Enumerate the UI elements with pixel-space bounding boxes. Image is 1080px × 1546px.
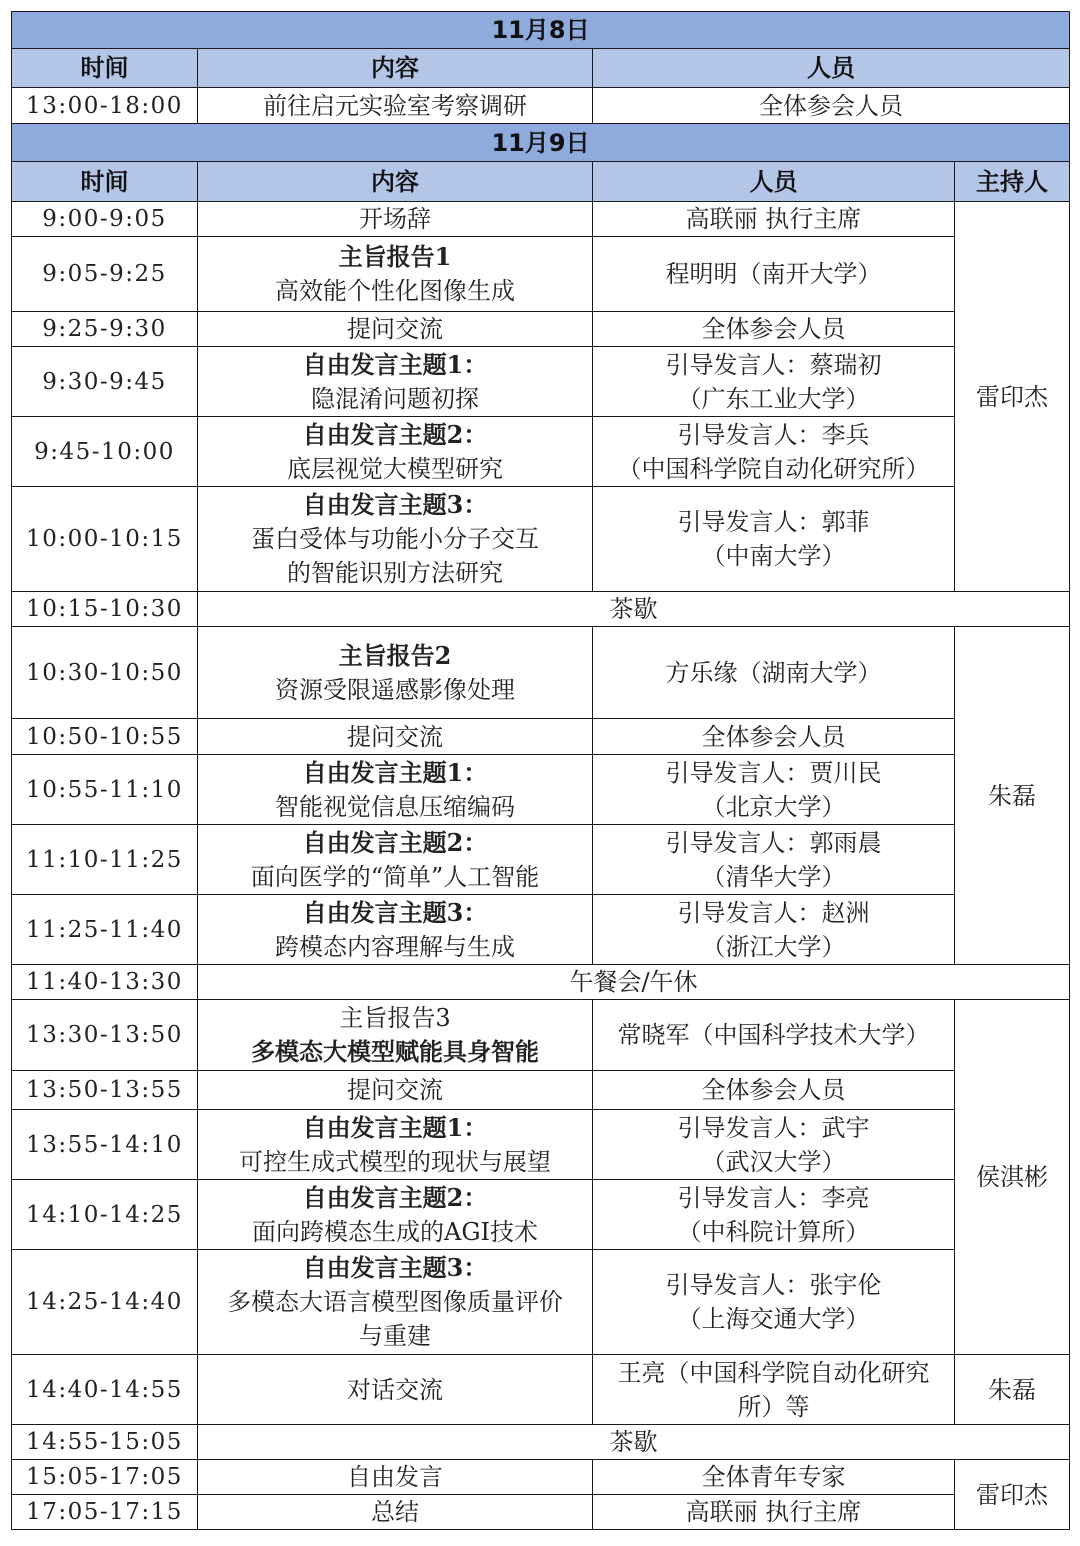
break-cell — [198, 1425, 1070, 1460]
time-cell: 9:05-9:25 — [12, 237, 198, 312]
people-cell — [593, 1355, 955, 1425]
people-line: （清华大学） — [701, 862, 846, 891]
content-line: 自由发言主题1： — [302, 349, 488, 379]
people-line: 高联丽 执行主席 — [685, 205, 862, 233]
agenda-table — [11, 11, 1070, 1530]
content-cell — [198, 1355, 593, 1425]
content-line: 高效能个性化图像生成 — [275, 277, 515, 305]
people-line: 引导发言人：贾川民 — [665, 758, 882, 787]
content-line: 自由发言主题1： — [302, 757, 488, 787]
table-row — [12, 592, 1070, 627]
content-line: 总结 — [371, 1498, 419, 1526]
people-line: （广东工业大学） — [677, 384, 870, 413]
content-line: 开场辞 — [359, 205, 431, 233]
people-line: 引导发言人：蔡瑞初 — [665, 350, 882, 379]
people-line: 全体参会人员 — [701, 315, 846, 343]
people-cell — [593, 1000, 955, 1071]
content-line: 面向医学的“简单”人工智能 — [250, 862, 540, 891]
time-cell: 11:10-11:25 — [12, 825, 198, 895]
content-cell — [198, 627, 593, 719]
table-row — [12, 627, 1070, 719]
content-cell — [198, 312, 593, 347]
people-line: 常晓军（中国科学技术大学） — [617, 1021, 930, 1049]
content-line: 自由发言主题3： — [302, 490, 488, 519]
time-cell: 10:55-11:10 — [12, 755, 198, 825]
people-line: 引导发言人：赵洲 — [677, 898, 870, 927]
time-cell: 13:50-13:55 — [12, 1071, 198, 1110]
people-line: （中南大学） — [701, 542, 846, 570]
people-cell — [593, 895, 955, 965]
content-line: 多模态大模型赋能具身智能 — [251, 1037, 539, 1066]
content-cell — [198, 237, 593, 312]
table-row — [12, 1250, 1070, 1355]
column-header-content: 内容 — [198, 162, 593, 202]
content-cell — [198, 1460, 593, 1495]
column-header-people: 人员 — [593, 162, 955, 202]
people-cell — [593, 347, 955, 417]
break-cell — [198, 965, 1070, 1000]
time-cell: 14:55-15:05 — [12, 1425, 198, 1460]
content-line: 提问交流 — [347, 315, 443, 343]
content-line: 主旨报告1 — [338, 242, 452, 271]
content-cell — [198, 825, 593, 895]
people-cell — [593, 825, 955, 895]
people-cell — [593, 312, 955, 347]
table-row — [12, 1110, 1070, 1180]
people-line: 高联丽 执行主席 — [685, 1498, 862, 1526]
content-cell — [198, 1071, 593, 1110]
table-row — [12, 417, 1070, 487]
content-line: 面向跨模态生成的AGI技术 — [252, 1217, 538, 1246]
content-cell — [198, 417, 593, 487]
people-cell — [593, 755, 955, 825]
host-cell: 朱磊 — [955, 627, 1070, 965]
content-cell: 前往启元实验室考察调研 — [198, 88, 593, 124]
column-header-time: 时间 — [12, 49, 198, 88]
time-cell: 10:00-10:15 — [12, 487, 198, 592]
people-cell — [593, 1110, 955, 1180]
content-line: 茶歇 — [609, 1428, 658, 1456]
people-cell — [593, 1180, 955, 1250]
people-line: 引导发言人：张宇伦 — [665, 1271, 882, 1299]
people-line: （中国科学院自动化研究所） — [617, 454, 930, 483]
content-line: 智能视觉信息压缩编码 — [275, 792, 515, 821]
content-line: 资源受限遥感影像处理 — [275, 675, 515, 704]
content-cell — [198, 1000, 593, 1071]
people-line: 全体青年专家 — [701, 1463, 846, 1491]
day-title: 11月8日 — [12, 12, 1070, 49]
time-cell: 9:00-9:05 — [12, 202, 198, 237]
table-row — [12, 202, 1070, 237]
content-line: 提问交流 — [347, 722, 443, 751]
table-row — [12, 1355, 1070, 1425]
time-cell: 14:40-14:55 — [12, 1355, 198, 1425]
time-cell: 10:30-10:50 — [12, 627, 198, 719]
table-row — [12, 487, 1070, 592]
table-row — [12, 1000, 1070, 1071]
people-cell — [593, 719, 955, 755]
content-line: 茶歇 — [609, 595, 658, 623]
table-row — [12, 895, 1070, 965]
time-cell: 13:30-13:50 — [12, 1000, 198, 1071]
day-title: 11月9日 — [12, 124, 1070, 162]
people-line: 引导发言人：李亮 — [677, 1183, 870, 1212]
content-cell — [198, 755, 593, 825]
break-cell — [198, 592, 1070, 627]
host-cell: 侯淇彬 — [955, 1000, 1070, 1355]
people-cell — [593, 1250, 955, 1355]
table-row — [12, 965, 1070, 1000]
time-cell: 9:45-10:00 — [12, 417, 198, 487]
content-cell — [198, 1110, 593, 1180]
people-line: （武汉大学） — [701, 1147, 846, 1176]
table-row — [12, 347, 1070, 417]
host-cell: 雷印杰 — [955, 1460, 1070, 1530]
table-row — [12, 1180, 1070, 1250]
time-cell: 13:55-14:10 — [12, 1110, 198, 1180]
content-line: 主旨报告2 — [338, 640, 452, 670]
time-cell: 10:15-10:30 — [12, 592, 198, 627]
content-line: 可控生成式模型的现状与展望 — [239, 1147, 551, 1176]
content-cell — [198, 1495, 593, 1530]
table-row — [12, 719, 1070, 755]
content-line: 多模态大语言模型图像质量评价 — [227, 1288, 563, 1316]
time-cell: 11:25-11:40 — [12, 895, 198, 965]
content-line: 自由发言 — [347, 1463, 443, 1491]
column-header-time: 时间 — [12, 162, 198, 202]
people-line: 全体参会人员 — [701, 722, 846, 751]
content-line: 自由发言主题1： — [302, 1112, 488, 1142]
people-line: 程明明（南开大学） — [665, 260, 882, 288]
people-cell — [593, 487, 955, 592]
people-cell — [593, 1495, 955, 1530]
people-line: 全体参会人员 — [701, 1076, 846, 1104]
table-row — [12, 1495, 1070, 1530]
people-line: 引导发言人：郭菲 — [677, 508, 870, 536]
people-line: 引导发言人：郭雨晨 — [665, 828, 882, 857]
content-line: 自由发言主题3： — [302, 1253, 488, 1282]
people-line: 所）等 — [737, 1392, 810, 1421]
time-cell: 11:40-13:30 — [12, 965, 198, 1000]
table-row — [12, 237, 1070, 312]
people-line: 王亮（中国科学院自动化研究 — [617, 1358, 930, 1387]
people-cell — [593, 237, 955, 312]
time-cell: 10:50-10:55 — [12, 719, 198, 755]
content-line: 自由发言主题2： — [302, 419, 488, 449]
time-cell: 13:00-18:00 — [12, 88, 198, 124]
column-header-host: 主持人 — [955, 162, 1070, 202]
people-line: 引导发言人：李兵 — [677, 420, 870, 449]
time-cell: 9:25-9:30 — [12, 312, 198, 347]
content-line: 午餐会/午休 — [569, 968, 698, 996]
content-line: 对话交流 — [347, 1375, 443, 1404]
people-cell — [593, 202, 955, 237]
table-row — [12, 825, 1070, 895]
table-row — [12, 1071, 1070, 1110]
people-cell: 全体参会人员 — [593, 88, 1070, 124]
content-cell — [198, 347, 593, 417]
people-cell — [593, 627, 955, 719]
table-row — [12, 1460, 1070, 1495]
time-cell: 17:05-17:15 — [12, 1495, 198, 1530]
content-line: 与重建 — [359, 1322, 431, 1350]
time-cell: 15:05-17:05 — [12, 1460, 198, 1495]
table-row — [12, 1425, 1070, 1460]
table-row — [12, 755, 1070, 825]
column-header-content: 内容 — [198, 49, 593, 88]
people-line: （上海交通大学） — [677, 1305, 870, 1333]
people-line: （中科院计算所） — [677, 1217, 870, 1246]
table-row — [12, 312, 1070, 347]
content-line: 自由发言主题2： — [302, 827, 488, 857]
content-line: 隐混淆问题初探 — [311, 384, 479, 413]
content-line: 自由发言主题2： — [302, 1182, 488, 1212]
people-cell — [593, 1071, 955, 1110]
people-line: （浙江大学） — [701, 932, 846, 961]
content-cell — [198, 1250, 593, 1355]
content-cell — [198, 487, 593, 592]
content-cell — [198, 895, 593, 965]
time-cell: 9:30-9:45 — [12, 347, 198, 417]
content-line: 主旨报告3 — [339, 1004, 451, 1032]
time-cell: 14:25-14:40 — [12, 1250, 198, 1355]
people-cell — [593, 1460, 955, 1495]
content-line: 自由发言主题3： — [302, 897, 488, 927]
host-cell: 雷印杰 — [955, 202, 1070, 592]
content-cell — [198, 719, 593, 755]
column-header-people: 人员 — [593, 49, 1070, 88]
content-line: 提问交流 — [347, 1076, 443, 1104]
content-cell — [198, 202, 593, 237]
content-line: 蛋白受体与功能小分子交互 — [251, 525, 539, 553]
people-line: 引导发言人：武宇 — [677, 1113, 870, 1142]
table-row — [12, 88, 1070, 124]
people-line: 方乐缘（湖南大学） — [665, 658, 882, 687]
content-line: 跨模态内容理解与生成 — [275, 932, 515, 961]
content-line: 的智能识别方法研究 — [287, 559, 503, 587]
people-cell — [593, 417, 955, 487]
time-cell: 14:10-14:25 — [12, 1180, 198, 1250]
host-cell: 朱磊 — [955, 1355, 1070, 1425]
content-cell — [198, 1180, 593, 1250]
content-line: 底层视觉大模型研究 — [287, 454, 503, 483]
people-line: （北京大学） — [701, 792, 846, 821]
